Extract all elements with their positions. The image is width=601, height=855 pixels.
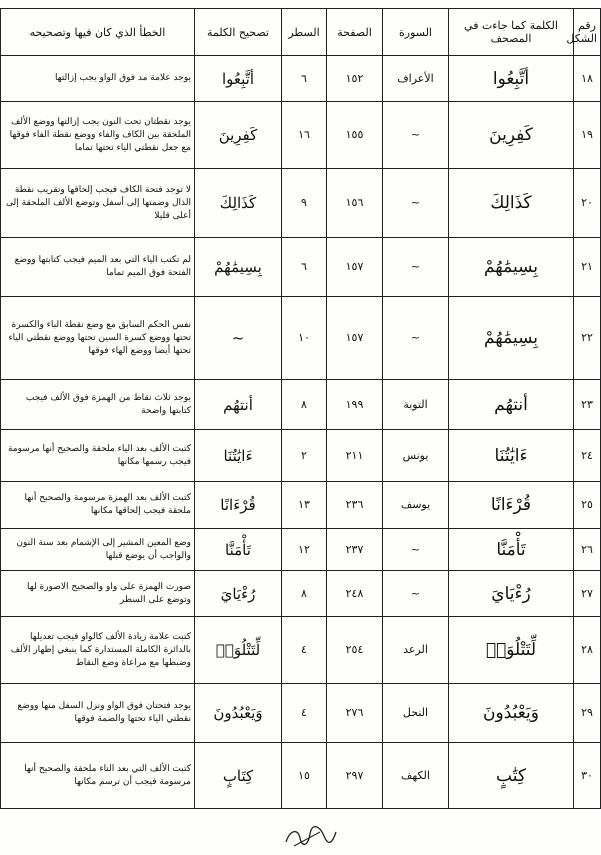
cell-surah: النحل xyxy=(383,684,449,743)
cell-note: كتبت علامة زيادة الألف كالواو فيجب تعديلها بالدائرة الكاملة المستدارة كما ينبغي إظهار الألف وضبطها مع مراعاة وضع النقاط xyxy=(1,617,195,684)
cell-line: ٦ xyxy=(282,238,327,297)
cell-word: أنتهُم xyxy=(449,380,574,430)
cell-num: ٢٢ xyxy=(574,297,601,380)
cell-word: بِسِيمَٰهُمْ xyxy=(449,297,574,380)
cell-correction: كَذَالِكَ xyxy=(195,169,282,238)
table-row xyxy=(1,169,601,238)
cell-surah: ~ xyxy=(383,529,449,571)
cell-word: تَأْمَنَّا xyxy=(449,529,574,571)
cell-line: ٩ xyxy=(282,169,327,238)
header-note: الخطأ الذي كان فيها وتصحيحه xyxy=(1,9,195,56)
table-row xyxy=(1,482,601,529)
cell-line: ١٠ xyxy=(282,297,327,380)
cell-correction: أنتهُم xyxy=(195,380,282,430)
cell-num: ٢٧ xyxy=(574,571,601,617)
cell-correction: كَفِرِينَ xyxy=(195,102,282,169)
cell-note: كتبت الألف بعد الياء ملحقة والصحيح أنها مرسومة فيجب رسمها مكانها xyxy=(1,430,195,482)
table-row xyxy=(1,529,601,571)
cell-word: ءَايَٰتُنَا xyxy=(449,430,574,482)
cell-surah: ~ xyxy=(383,102,449,169)
table-row xyxy=(1,571,601,617)
cell-note: يوجد فتحتان فوق الواو ونزل السفل منها ووضع نقطتي الياء تحتها والضمة فوقها xyxy=(1,684,195,743)
cell-surah: يونس xyxy=(383,430,449,482)
cell-page: ٢٣٦ xyxy=(327,482,383,529)
cell-num: ١٨ xyxy=(574,56,601,102)
table-body xyxy=(1,56,601,809)
cell-surah: الكهف xyxy=(383,743,449,809)
cell-word: كِتَٰبٍ xyxy=(449,743,574,809)
cell-page: ١٥٧ xyxy=(327,297,383,380)
cell-surah: ~ xyxy=(383,169,449,238)
cell-note: يوجد علامة مد فوق الواو يجب إزالتها xyxy=(1,56,195,102)
cell-correction: بِسِيمَٰهُمْ xyxy=(195,238,282,297)
table-row xyxy=(1,297,601,380)
cell-surah: يوسف xyxy=(383,482,449,529)
cell-word: كَذَالِكَ xyxy=(449,169,574,238)
cell-note: نفس الحكم السابق مع وضع نقطة الباء والكسرة تحتها ووضع كسرة السين تحتها ووضع نقطتي الياء تحتها أيضا ووضع الهاء فوقها xyxy=(1,297,195,380)
cell-line: ٨ xyxy=(282,380,327,430)
cell-note: كتبت الألف بعد الهمزة مرسومة والصحيح أنها ملحقة فيجب إلحاقها مكانها xyxy=(1,482,195,529)
cell-line: ١٦ xyxy=(282,102,327,169)
cell-word: رُءْيَايَ xyxy=(449,571,574,617)
table-row xyxy=(1,617,601,684)
table-row xyxy=(1,238,601,297)
cell-surah: الرعد xyxy=(383,617,449,684)
table-row xyxy=(1,430,601,482)
cell-page: ١٥٥ xyxy=(327,102,383,169)
cell-num: ٢٤ xyxy=(574,430,601,482)
cell-num: ٢٨ xyxy=(574,617,601,684)
errata-table xyxy=(0,8,601,809)
cell-page: ٢٥٤ xyxy=(327,617,383,684)
table-row xyxy=(1,743,601,809)
cell-page: ٢٤٨ xyxy=(327,571,383,617)
cell-num: ٢٠ xyxy=(574,169,601,238)
cell-note: لا توجد فتحة الكاف فيجب إلحاقها وتقريب نقطة الذال وضمتها إلى أسفل وتوضع الألف الملحقة إلى أعلى قليلا xyxy=(1,169,195,238)
cell-surah: ~ xyxy=(383,297,449,380)
cell-line: ٦ xyxy=(282,56,327,102)
cell-num: ٣٠ xyxy=(574,743,601,809)
cell-line: ٢ xyxy=(282,430,327,482)
cell-note: لم تكتب الياء التي بعد الميم فيجب كتابتها ووضع الفتحة فوق الميم تماما xyxy=(1,238,195,297)
cell-note: صورت الهمزة على واو والصحيح الاصورة لها وتوضع على السطر xyxy=(1,571,195,617)
cell-word: قُرْءَانًا xyxy=(449,482,574,529)
table-row xyxy=(1,56,601,102)
cell-num: ٢٥ xyxy=(574,482,601,529)
cell-surah: التوبة xyxy=(383,380,449,430)
cell-correction: كِتَابٍ xyxy=(195,743,282,809)
cell-correction: ~ xyxy=(195,297,282,380)
cell-num: ٢١ xyxy=(574,238,601,297)
cell-page: ١٩٩ xyxy=(327,380,383,430)
table-row xyxy=(1,684,601,743)
header-word: الكلمة كما جاءت في المصحف xyxy=(449,9,574,56)
cell-line: ٤ xyxy=(282,684,327,743)
cell-page: ٢٣٧ xyxy=(327,529,383,571)
cell-line: ٤ xyxy=(282,617,327,684)
cell-surah: الأعراف xyxy=(383,56,449,102)
cell-surah: ~ xyxy=(383,571,449,617)
cell-line: ١٣ xyxy=(282,482,327,529)
header-line: السطر xyxy=(282,9,327,56)
cell-num: ٢٣ xyxy=(574,380,601,430)
cell-note: يوجد ثلاث نقاط من الهمزة فوق الألف فيجب كتابتها واضحة xyxy=(1,380,195,430)
cell-correction: أتَّبِعُوا xyxy=(195,56,282,102)
cell-page: ١٥٢ xyxy=(327,56,383,102)
cell-correction: لِّتَتْلُوَا۟ xyxy=(195,617,282,684)
cell-word: وَيَعْبُدُونَ xyxy=(449,684,574,743)
cell-page: ٢١١ xyxy=(327,430,383,482)
cell-surah: ~ xyxy=(383,238,449,297)
cell-note: يوجد نقطتان تحت النون يجب إزالتها ووضع الألف الملحقة بين الكاف والفاء ووضع نقطة الفاء فوقها مع جعل نقطتي الياء تحتها تماما xyxy=(1,102,195,169)
cell-correction: وَيَعْبُدُونَ xyxy=(195,684,282,743)
cell-page: ٢٩٧ xyxy=(327,743,383,809)
cell-num: ٢٦ xyxy=(574,529,601,571)
header-page: الصفحة xyxy=(327,9,383,56)
cell-line: ١٥ xyxy=(282,743,327,809)
cell-word: أتَّبِعُوا xyxy=(449,56,574,102)
cell-page: ١٥٧ xyxy=(327,238,383,297)
cell-note: وضع المعين المشير إلى الإشمام بعد سنة النون والواجب أن يوضع قبلها xyxy=(1,529,195,571)
cell-correction: قُرْءَانًا xyxy=(195,482,282,529)
table-row xyxy=(1,380,601,430)
cell-page: ١٥٦ xyxy=(327,169,383,238)
header-surah: السورة xyxy=(383,9,449,56)
cell-line: ١٢ xyxy=(282,529,327,571)
cell-num: ٢٩ xyxy=(574,684,601,743)
cell-word: بِسِيمَٰهُمْ xyxy=(449,238,574,297)
cell-word: كَفِرِينَ xyxy=(449,102,574,169)
header-correction: تصحيح الكلمة xyxy=(195,9,282,56)
cell-correction: رُءْيَايَ xyxy=(195,571,282,617)
header-num: رقم الشكل xyxy=(574,9,601,56)
header-row xyxy=(1,9,601,56)
signature xyxy=(280,822,340,850)
cell-correction: ءَايَٰتُنَا xyxy=(195,430,282,482)
cell-num: ١٩ xyxy=(574,102,601,169)
cell-correction: تَأْمَنَّا xyxy=(195,529,282,571)
cell-page: ٢٧٦ xyxy=(327,684,383,743)
cell-word: لِّتَتْلُوَا۟ xyxy=(449,617,574,684)
cell-note: كتبت الألف التي بعد التاء ملحقة والصحيح أنها مرسومة فيجب أن ترسم مكانها xyxy=(1,743,195,809)
table-row xyxy=(1,102,601,169)
cell-line: ٨ xyxy=(282,571,327,617)
